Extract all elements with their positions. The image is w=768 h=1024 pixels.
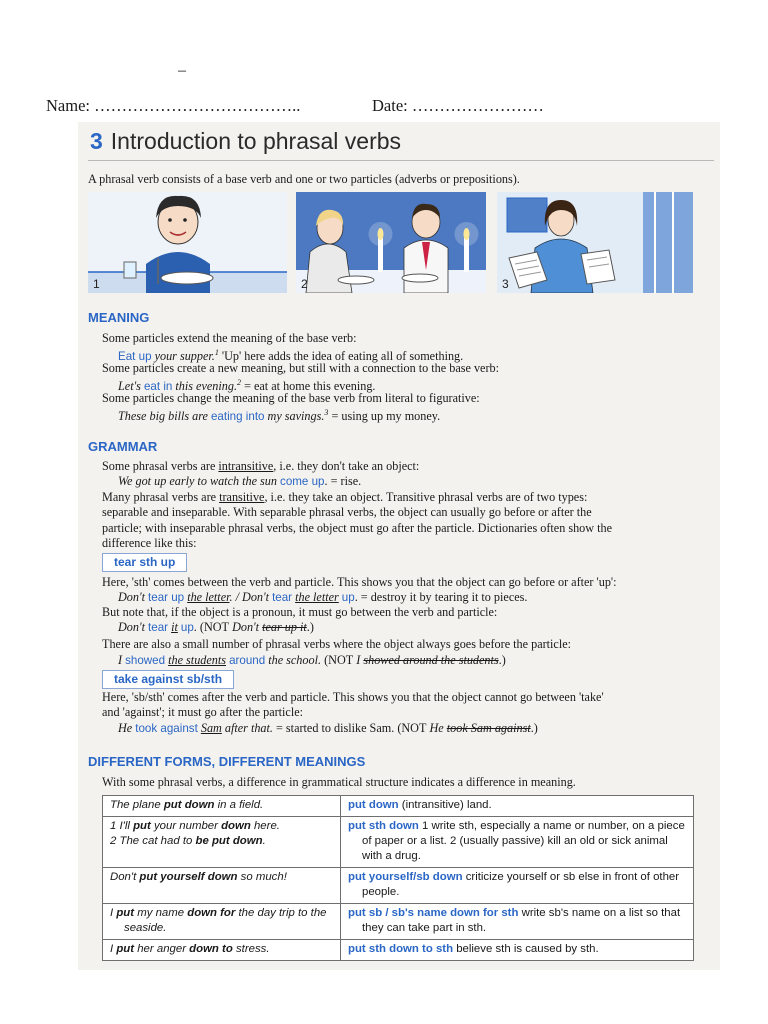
example-cell: The plane put down in a field.: [103, 796, 341, 817]
meaning-text: Some particles create a new meaning, but still with a connection to the base verb:: [102, 361, 499, 375]
definition-cell: put sth down 1 write sth, especially a name or number, on a piece of paper or a list. 2 (usually passive) kill an old or sick animal with a drug.: [341, 817, 694, 868]
example-cell: I put my name down for the day trip to the seaside.: [103, 904, 341, 940]
forms-table: [102, 795, 694, 961]
grammar-text: Many phrasal verbs are transitive, i.e. they take an object. Transitive phrasal verbs are of two types:: [102, 490, 588, 504]
definition-cell: put sth down to sth believe sth is caused by sth.: [341, 940, 694, 961]
grammar-text: Here, 'sb/sth' comes after the verb and particle. This shows you that the object cannot go between 'take': [102, 690, 604, 704]
definition-cell: put down (intransitive) land.: [341, 796, 694, 817]
grammar-example: He took against Sam after that. = started to dislike Sam. (NOT He took Sam against.): [118, 721, 538, 735]
grammar-text: difference like this:: [102, 536, 197, 550]
header-dash: –: [178, 62, 186, 79]
grammar-text: and 'against'; it must go after the particle:: [102, 705, 304, 719]
example-cell: 1 I'll put your number down here. 2 The cat had to be put down.: [103, 817, 341, 868]
picture-number: 2: [301, 277, 308, 291]
grammar-text: separable and inseparable. With separable phrasal verbs, the object can usually go before or after the: [102, 505, 592, 519]
picture-number: 1: [93, 277, 100, 291]
table-row: [103, 868, 694, 904]
illustration-boy-eating: [88, 192, 287, 293]
illustration-candlelit-dinner: [296, 192, 486, 293]
forms-intro: With some phrasal verbs, a difference in grammatical structure indicates a difference in meaning.: [102, 775, 576, 789]
unit-intro: A phrasal verb consists of a base verb and one or two particles (adverbs or prepositions).: [88, 172, 520, 186]
grammar-text: Here, 'sth' comes between the verb and particle. This shows you that the object can go before or after 'up':: [102, 575, 617, 589]
meaning-text: Some particles change the meaning of the base verb from literal to figurative:: [102, 391, 480, 405]
grammar-text: particle; with inseparable phrasal verbs, the object must go after the particle. Dictionaries often show the: [102, 521, 613, 535]
table-row: [103, 940, 694, 961]
grammar-text: Some phrasal verbs are intransitive, i.e. they don't take an object:: [102, 459, 420, 473]
table-row: [103, 796, 694, 817]
meaning-text: Some particles extend the meaning of the base verb:: [102, 331, 357, 345]
meaning-example: Let's eat in this evening.$^2$ = eat at home this evening.: [118, 378, 376, 394]
section-heading-grammar: GRAMMAR: [88, 439, 158, 454]
dictionary-entry-box: take against sb/sth: [102, 670, 234, 689]
grammar-example: We got up early to watch the sun come up. = rise.: [118, 474, 362, 488]
illustration-woman-reading-bills: [497, 192, 693, 293]
section-heading-meaning: MEANING: [88, 310, 150, 325]
grammar-example: Don't tear up the letter. / Don't tear the letter up. = destroy it by tearing it to pieces.: [118, 590, 528, 604]
table-row: [103, 904, 694, 940]
date-field-label: Date: ……………………: [372, 96, 544, 115]
section-heading-forms: DIFFERENT FORMS, DIFFERENT MEANINGS: [88, 754, 366, 769]
grammar-example: I showed the students around the school. (NOT I showed around the students.): [118, 653, 506, 667]
grammar-text: There are also a small number of phrasal verbs where the object always goes before the particle:: [102, 637, 572, 651]
grammar-example: Don't tear it up. (NOT Don't tear up it.): [118, 620, 314, 634]
dictionary-entry-box: tear sth up: [102, 553, 187, 572]
unit-title-text: Introduction to phrasal verbs: [110, 128, 402, 154]
definition-cell: put sb / sb's name down for sth write sb's name on a list so that they can take part in sth.: [341, 904, 694, 940]
title-rule: [88, 160, 714, 161]
picture-number: 3: [502, 277, 509, 291]
example-cell: I put her anger down to stress.: [103, 940, 341, 961]
example-cell: Don't put yourself down so much!: [103, 868, 341, 904]
grammar-text: But note that, if the object is a pronoun, it must go between the verb and particle:: [102, 605, 498, 619]
unit-number: 3: [90, 128, 103, 154]
meaning-example: These big bills are eating into my savings.$^3$ = using up my money.: [118, 408, 441, 424]
unit-title: [90, 128, 401, 155]
definition-cell: put yourself/sb down criticize yourself or sb else in front of other people.: [341, 868, 694, 904]
meaning-example: Eat up your supper.$^1$ 'Up' here adds the idea of eating all of something.: [118, 348, 464, 364]
name-field-label: Name: ………………………………..: [46, 96, 301, 115]
table-row: [103, 817, 694, 868]
